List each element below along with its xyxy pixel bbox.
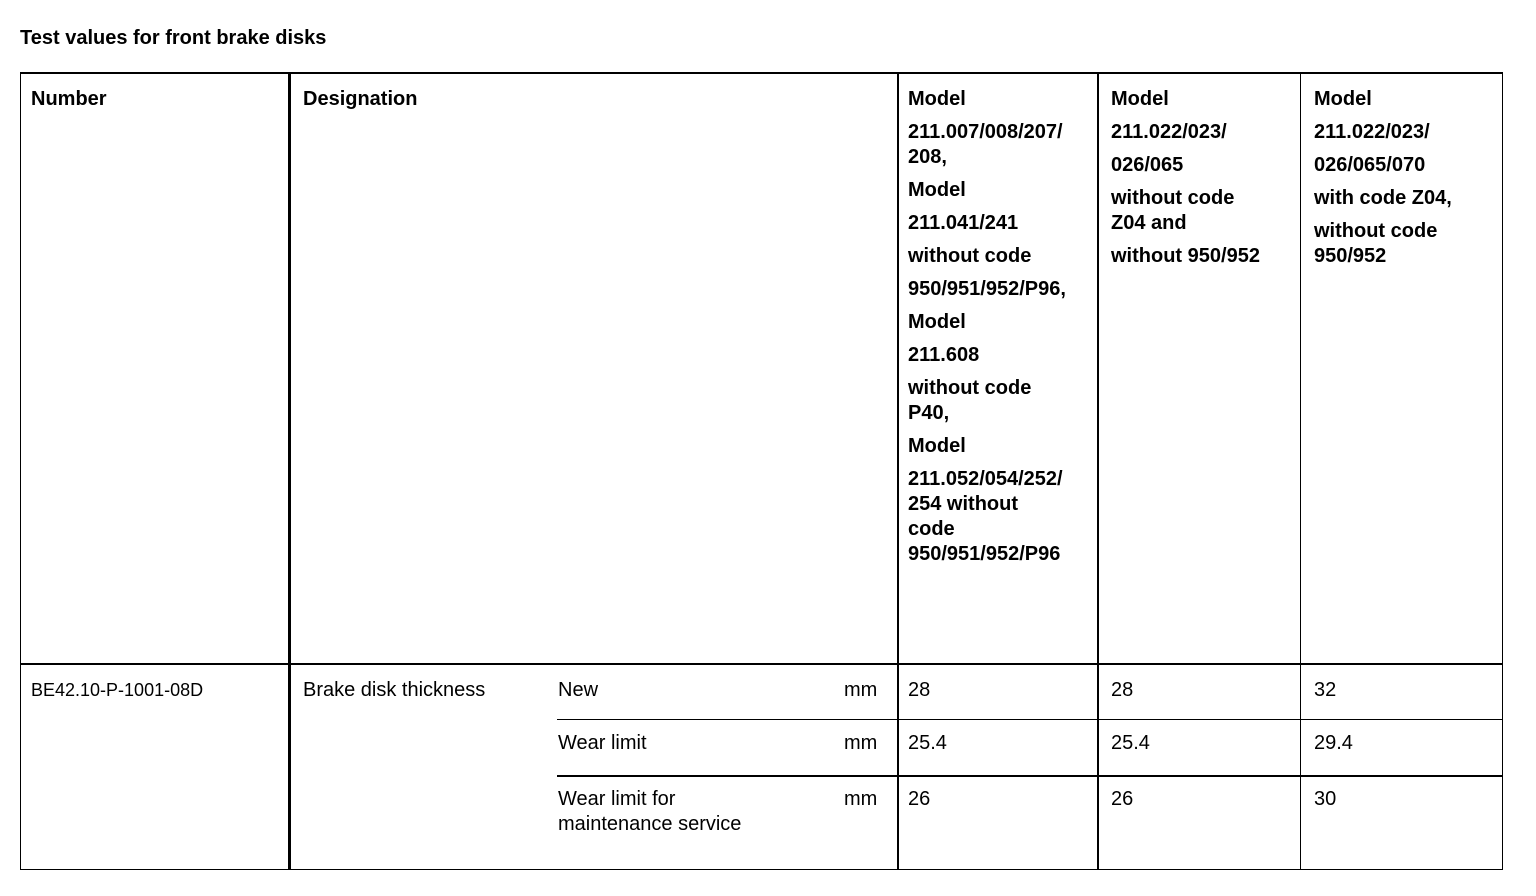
model-line: 211.041/241 (908, 212, 1019, 234)
subrow-label: Wear limit (558, 732, 647, 754)
header-model-col3 (1314, 87, 1452, 269)
subrow-value-col1: 28 (908, 679, 931, 701)
model-line: Model (1111, 88, 1169, 110)
subrow-unit: mm (844, 788, 878, 810)
model-line: 211.022/023/ (1111, 121, 1227, 143)
page-title: Test values for front brake disks (20, 27, 327, 49)
model-line: Model (908, 88, 966, 110)
subrow-value-col3: 29.4 (1314, 732, 1353, 754)
model-line: Z04 and (1111, 212, 1187, 234)
divider-model2 (1300, 72, 1301, 870)
subrow-divider-2 (557, 775, 1503, 777)
table-frame (20, 72, 1503, 870)
model-line: Model (908, 311, 966, 333)
row-designation: Brake disk thickness (303, 679, 486, 701)
header-divider (20, 663, 1503, 665)
model-line: 211.022/023/ (1314, 121, 1430, 143)
model-line: 211.007/008/207/ (908, 121, 1063, 143)
model-line: 211.608 (908, 344, 980, 366)
header-number: Number (31, 88, 107, 110)
model-line: Model (1314, 88, 1372, 110)
subrow-value-col2: 28 (1111, 679, 1134, 701)
subrow-value-col3: 32 (1314, 679, 1337, 701)
model-line: without code (1314, 220, 1438, 242)
subrow-divider-1 (557, 719, 1503, 720)
subrow-value-col3: 30 (1314, 788, 1337, 810)
model-line: without 950/952 (1111, 245, 1260, 267)
header-model-col1 (908, 87, 1066, 567)
header-model-col2 (1111, 87, 1260, 269)
model-line: Model (908, 179, 966, 201)
row-number: BE42.10-P-1001-08D (31, 680, 204, 700)
model-line: 254 without (908, 493, 1019, 515)
model-line: 208, (908, 146, 947, 168)
subrow-label: Wear limit for (558, 788, 676, 810)
model-line: code (908, 518, 955, 540)
model-line: 950/951/952/P96, (908, 278, 1066, 300)
model-line: 950/952 (1314, 245, 1387, 267)
model-line: with code Z04, (1314, 187, 1452, 209)
subrow-unit: mm (844, 732, 878, 754)
subrow-label-continued: maintenance service (558, 813, 742, 835)
subrow-value-col2: 26 (1111, 788, 1134, 810)
model-line: Model (908, 435, 966, 457)
header-designation: Designation (303, 88, 418, 110)
model-line: 950/951/952/P96 (908, 543, 1061, 565)
model-line: without code (1111, 187, 1235, 209)
model-line: 026/065/070 (1314, 154, 1426, 176)
model-line: without code (908, 377, 1032, 399)
subrow-value-col2: 25.4 (1111, 732, 1150, 754)
subrow-label: New (558, 679, 599, 701)
subrow-value-col1: 25.4 (908, 732, 947, 754)
divider-model1 (1097, 72, 1099, 870)
subrow-unit: mm (844, 679, 878, 701)
divider-number (288, 72, 291, 870)
model-line: without code (908, 245, 1032, 267)
model-line: P40, (908, 402, 950, 424)
divider-designation (897, 72, 899, 870)
model-line: 026/065 (1111, 154, 1184, 176)
subrow-value-col1: 26 (908, 788, 931, 810)
model-line: 211.052/054/252/ (908, 468, 1063, 490)
